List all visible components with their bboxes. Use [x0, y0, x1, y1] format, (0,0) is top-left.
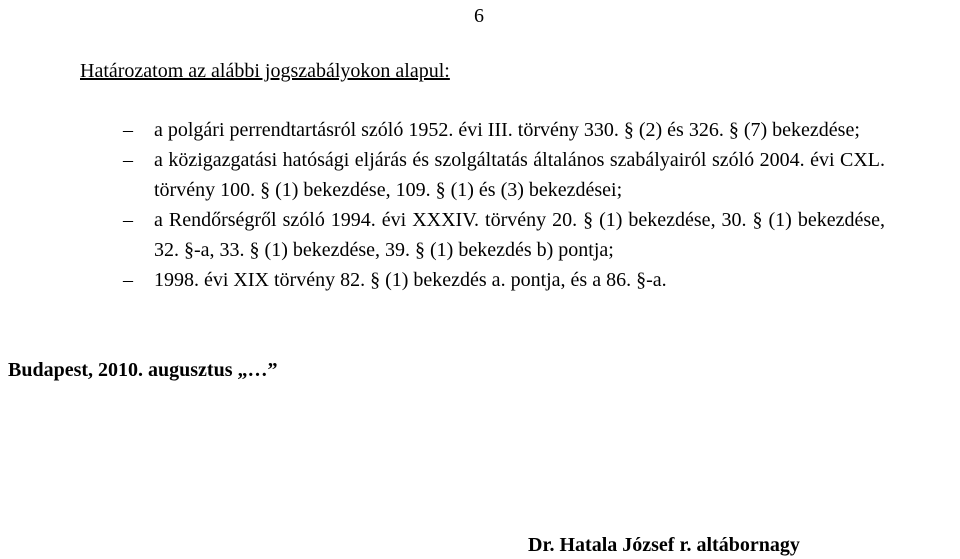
law-text: a közigazgatási hatósági eljárás és szolgáltatás általános szabályairól szóló 2004. évi CXL. törvény 100. § (1) bekezdése, 109. § (1) és (3) bekezdései;	[154, 149, 885, 201]
law-text: a Rendőrségről szóló 1994. évi XXXIV. törvény 20. § (1) bekezdése, 30. § (1) bekezdése, 32. §-a, 33. § (1) bekezdése, 39. § (1) bekezdés b) pontja;	[154, 209, 885, 261]
law-text: 1998. évi XIX törvény 82. § (1) bekezdés a. pontja, és a 86. §-a.	[154, 269, 667, 291]
legal-basis-list	[123, 115, 885, 295]
list-item-law-4	[123, 265, 885, 295]
intro-heading: Határozatom az alábbi jogszabályokon alapul:	[80, 60, 450, 82]
signatory-name: Dr. Hatala József r. altábornagy	[528, 534, 800, 556]
dash-bullet-icon: –	[123, 209, 133, 231]
page-number: 6	[474, 5, 484, 27]
dash-bullet-icon: –	[123, 269, 133, 291]
law-text: a polgári perrendtartásról szóló 1952. évi III. törvény 330. § (2) és 326. § (7) bekezdése;	[154, 119, 860, 141]
list-item-law-2	[123, 145, 885, 205]
list-item-law-1	[123, 115, 885, 145]
dash-bullet-icon: –	[123, 149, 133, 171]
list-item-law-3	[123, 205, 885, 265]
place-and-date: Budapest, 2010. augusztus „…”	[8, 359, 278, 381]
dash-bullet-icon: –	[123, 119, 133, 141]
